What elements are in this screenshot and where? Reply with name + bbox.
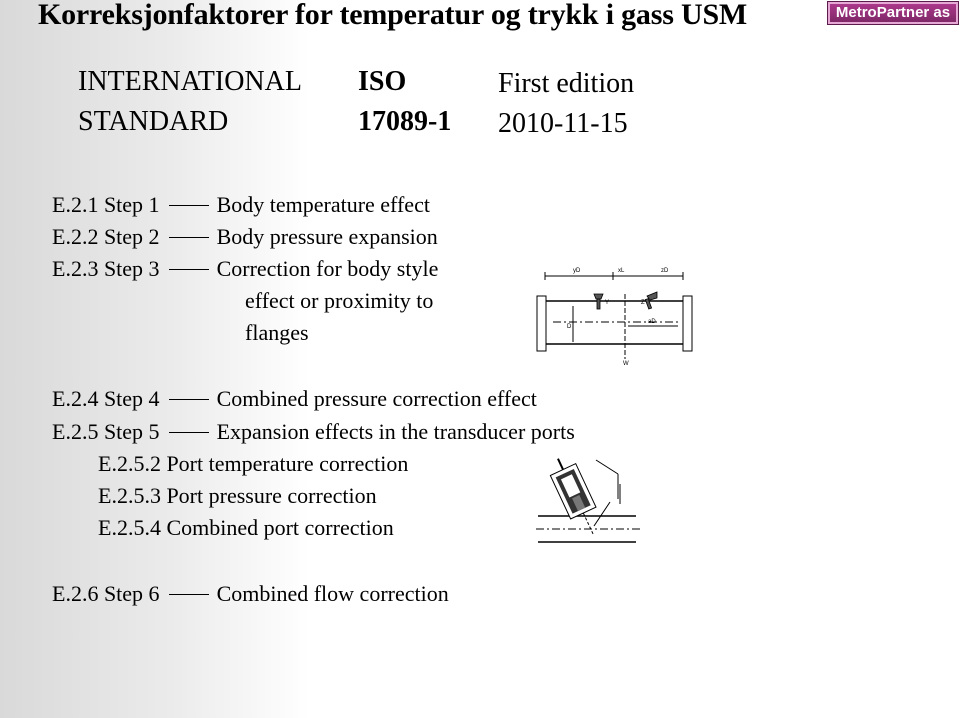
em-dash <box>169 432 209 433</box>
em-dash <box>169 399 209 400</box>
brand-logo: MetroPartner as <box>827 1 959 25</box>
dim-label: zD <box>661 268 669 274</box>
dim-label: D <box>567 324 572 330</box>
step-5-label: Expansion effects in the transducer ports <box>216 419 575 444</box>
step-3-cont1: effect or proximity to <box>245 288 434 313</box>
substep-1: E.2.5.2 Port temperature correction <box>98 451 409 476</box>
iso-number: 17089-1 <box>358 106 452 137</box>
dim-label: xL <box>618 268 625 274</box>
step-1-label: Body temperature effect <box>216 192 430 217</box>
step-4 <box>52 386 537 412</box>
em-dash <box>169 269 209 270</box>
iso-label: ISO <box>358 66 407 97</box>
step-2-id: E.2.2 Step 2 <box>52 224 160 249</box>
step-4-label: Combined pressure correction effect <box>216 386 537 411</box>
dim-label: Y <box>605 300 610 306</box>
step-5-id: E.2.5 Step 5 <box>52 419 160 444</box>
substep-3: E.2.5.4 Combined port correction <box>98 515 394 540</box>
meter-body-diagram <box>533 264 698 369</box>
edition-label: First edition <box>498 68 635 99</box>
dim-label: aD <box>648 319 656 325</box>
step-5 <box>52 419 575 445</box>
em-dash <box>169 594 209 595</box>
dim-label: Z <box>641 300 645 306</box>
step-3-label: Correction for body style <box>216 256 439 281</box>
step-4-id: E.2.4 Step 4 <box>52 386 160 411</box>
em-dash <box>169 237 209 238</box>
standard-line1: INTERNATIONAL <box>78 66 302 97</box>
step-3 <box>52 256 438 282</box>
edition-date: 2010-11-15 <box>498 108 628 139</box>
standard-line2: STANDARD <box>78 106 229 137</box>
dim-label: W <box>623 361 629 367</box>
step-3-cont2: flanges <box>245 320 309 345</box>
step-1-id: E.2.1 Step 1 <box>52 192 160 217</box>
step-3-id: E.2.3 Step 3 <box>52 256 160 281</box>
slide-title: Korreksjonfaktorer for temperatur og trykk i gass USM <box>38 0 748 31</box>
dim-label: yD <box>573 268 581 274</box>
em-dash <box>169 205 209 206</box>
step-6 <box>52 581 449 607</box>
step-2 <box>52 224 438 250</box>
substep-2: E.2.5.3 Port pressure correction <box>98 483 377 508</box>
step-2-label: Body pressure expansion <box>216 224 438 249</box>
transducer-port-diagram <box>536 454 646 549</box>
step-6-id: E.2.6 Step 6 <box>52 581 160 606</box>
step-1 <box>52 192 430 218</box>
step-6-label: Combined flow correction <box>216 581 449 606</box>
